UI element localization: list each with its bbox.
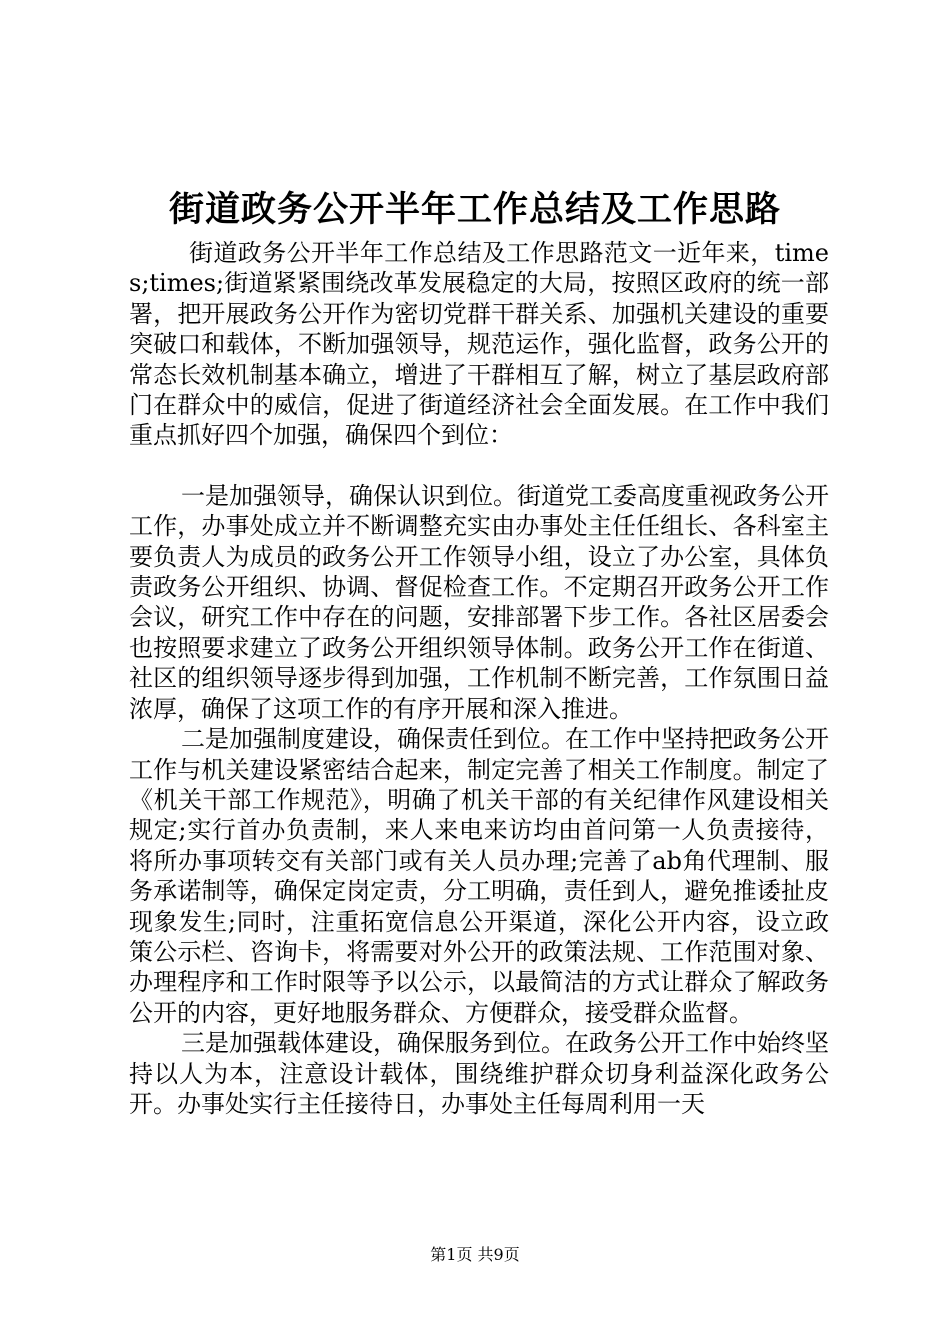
paragraph-intro: 街道政务公开半年工作总结及工作思路范文一近年来，times;times;街道紧紧围绕改革发展稳定的大局，按照区政府的统一部署，把开展政务公开作为密切党群干群关系、加强机关建设的重要突破口和载体，不断加强领导，规范运作，强化监督，政务公开的常态长效机制基本确立，增进了干群相互了解，树立了基层政府部门在群众中的威信，促进了街道经济社会全面发展。在工作中我们重点抓好四个加强，确保四个到位：	[129, 239, 829, 450]
paragraph-leadership: 一是加强领导，确保认识到位。街道党工委高度重视政务公开工作，办事处成立并不断调整充实由办事处主任任组长、各科室主要负责人为成员的政务公开工作领导小组，设立了办公室，具体负责政务公开组织、协调、督促检查工作。不定期召开政务公开工作会议，研究工作中存在的问题，安排部署下步工作。各社区居委会也按照要求建立了政务公开组织领导体制。政务公开工作在街道、社区的组织领导逐步得到加强，工作机制不断完善，工作氛围日益浓厚，确保了这项工作的有序开展和深入推进。	[129, 481, 829, 723]
page-number-footer: 第1页 共9页	[430, 1245, 520, 1264]
document-title: 街道政务公开半年工作总结及工作思路	[168, 189, 781, 230]
document-body	[129, 238, 829, 1119]
paragraph-system-building: 二是加强制度建设，确保责任到位。在工作中坚持把政务公开工作与机关建设紧密结合起来，制定完善了相关工作制度。制定了《机关干部工作规范》，明确了机关干部的有关纪律作风建设相关规定;实行首办负责制，来人来电来访均由首问第一人负责接待，将所办事项转交有关部门或有关人员办理;完善了ab角代理制、服务承诺制等，确保定岗定责，分工明确，责任到人，避免推诿扯皮现象发生;同时，注重拓宽信息公开渠道，深化公开内容，设立政策公示栏、咨询卡，将需要对外公开的政策法规、工作范围对象、办理程序和工作时限等予以公示，以最简洁的方式让群众了解政务公开的内容，更好地服务群众、方便群众，接受群众监督。	[129, 725, 829, 1027]
paragraph-spacer	[129, 451, 829, 481]
paragraph-carrier-building: 三是加强载体建设，确保服务到位。在政务公开工作中始终坚持以人为本，注意设计载体，围绕维护群众切身利益深化政务公开。办事处实行主任接待日，办事处主任每周利用一天	[129, 1029, 829, 1118]
